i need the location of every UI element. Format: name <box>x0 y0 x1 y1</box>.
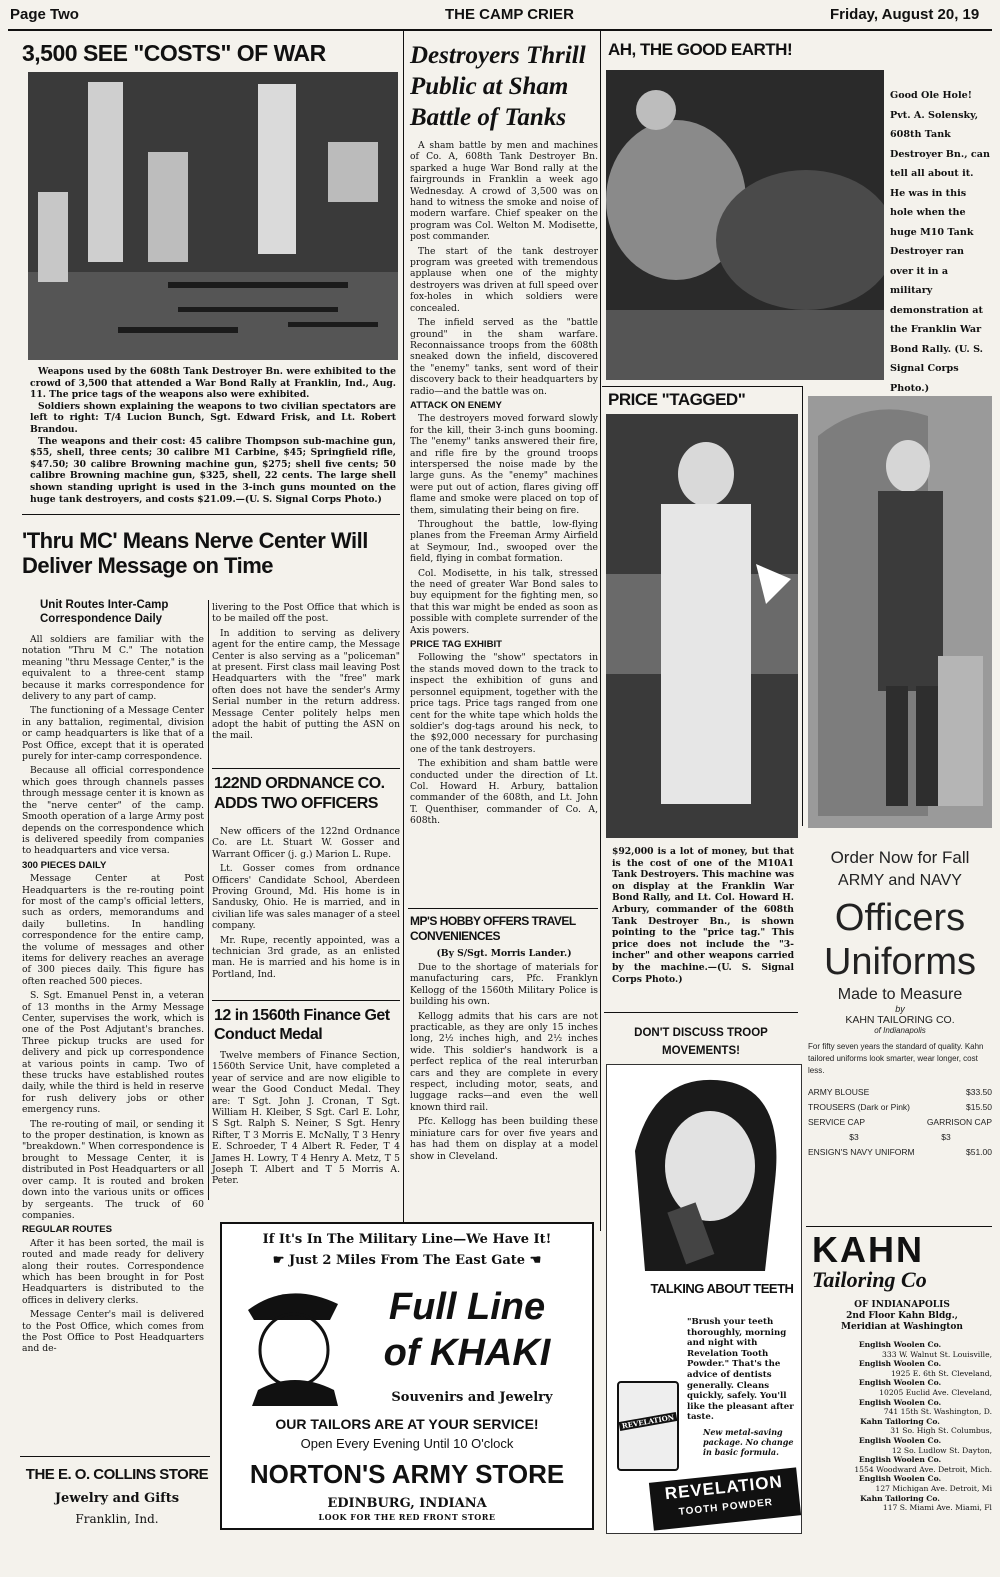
store-entry: Kahn Tailoring Co. 117 S. Miami Ave. Miami, Fl <box>860 1493 992 1513</box>
store-entry: English Woolen Co. 1925 E. 6th St. Cleveland, <box>858 1359 992 1378</box>
good-earth-headline: AH, THE GOOD EARTH! <box>608 40 793 59</box>
kahn-logo-script: Tailoring Co <box>812 1267 927 1292</box>
collins-city: Franklin, Ind. <box>75 1512 159 1526</box>
kahn-line-2: ARMY and NAVY <box>838 872 962 889</box>
costs-headline: 3,500 SEE "COSTS" OF WAR <box>22 40 326 66</box>
section-rule <box>20 1456 210 1457</box>
column-rule <box>208 600 209 1200</box>
price-tagged-headline: PRICE "TAGGED" <box>608 390 746 409</box>
article-paragraph: In addition to serving as delivery agent for the entire camp, the Message Center is also serving as a "policeman" at present. First class mail leaving Post Headquarters with the "free" mark often does not have the sender's Army Serial number in the return address. Message Center politely helps men adopt the habit of putting the ASN on the mail. <box>212 627 400 742</box>
kahn-blurb: For fifty seven years the standard of quality. Kahn tailored uniforms look smarter, wear longer, cost less. <box>808 1042 984 1075</box>
nortons-souvenirs: Souvenirs and Jewelry <box>391 1390 553 1405</box>
kahn-store-list <box>808 1340 992 1513</box>
nortons-ad <box>220 1222 594 1530</box>
woman-portrait <box>615 1071 795 1271</box>
nortons-look: LOOK FOR THE RED FRONT STORE <box>318 1512 496 1522</box>
paper-name: THE CAMP CRIER <box>445 6 574 23</box>
store-entry: Kahn Tailoring Co. 31 So. High St. Columbus, <box>860 1416 992 1436</box>
column-rule <box>802 386 803 826</box>
article-paragraph: Pfc. Kellogg has been building these miniature cars for over five years and has had them on display at a model show in Cleveland. <box>410 1116 598 1162</box>
article-paragraph: Col. Modisette, in his talk, stressed the need of greater War Bond sales to buy equipment for the fighting men, so that this war might be ended as soon as possible with complete surrender of the Axis powers. <box>410 567 598 636</box>
article-paragraph: A sham battle by men and machines of Co. A, 608th Tank Destroyer Bn. sparked a huge War Bond rally at the fairgrounds in Franklin a week ago Wednesday. A crowd of 3,500 was on hand to witness the smoke and noise of modern warfare. Chief speaker on the program was Col. Welton M. Modisette, post commander. <box>410 140 598 243</box>
article-paragraph: S. Sgt. Emanuel Penst in, a veteran of 13 months in the Army Message Center, supervises the work, which is one of the Post Adjutant's branches. Three pickup trucks are used for delivery and pick up correspondence at various points in camp. Two of these trucks have established routes daily, while the third is held in reserve for rush delivery jobs or other emergency runs. <box>22 990 204 1116</box>
troop-notice: DON'T DISCUSS TROOP MOVEMENTS! <box>634 1027 768 1057</box>
column-rule <box>403 31 404 1231</box>
section-rule <box>212 1000 400 1001</box>
revelation-tag: New metal-saving package. No change in basic formula. <box>703 1427 794 1457</box>
kahn-footer-2: 2nd Floor Kahn Bldg., <box>846 1311 958 1321</box>
article-paragraph: Lt. Gosser comes from ordnance Officers' Candidate School, Aberdeen Proving Ground, Md. His home is in Sandusky, Ohio. He is married, and in civilian life was sales manager of a steel company. <box>212 863 400 932</box>
good-earth-caption: Good Ole Hole! Pvt. A. Solensky, 608th Tank Destroyer Bn., can tell all about it. He was in this hole when the huge M10 Tank Destroyer ran over it in a military demonstration at the Franklin War Bond Rally. (U. S. Signal Corps Photo.) <box>890 90 990 394</box>
article-paragraph: Throughout the battle, low-flying planes from the Freeman Army Airfield at Seymour, Ind., swooped over the field, flying in combat formation. <box>410 519 598 565</box>
finance-headline: 12 in 1560th Finance Get Conduct Medal <box>214 1007 390 1043</box>
soldier-illustration <box>238 1280 346 1406</box>
mp-hobby-byline: (By S/Sgt. Morris Lander.) <box>436 948 572 959</box>
article-paragraph: After it has been sorted, the mail is routed and made ready for delivery along their routes. Correspondence which has been brought in for Post Headquarters is distributed to the offices in delivery clerks. <box>22 1237 204 1306</box>
article-paragraph: New officers of the 122nd Ordnance Co. are Lt. Stuart W. Gosser and Warrant Officer (j. g.) Marion L. Rupe. <box>212 826 400 860</box>
ordnance-article <box>212 826 400 983</box>
section-rule <box>602 386 802 387</box>
officer-photo <box>808 396 992 828</box>
article-paragraph: The destroyers moved forward slowly for the kill, their 3-inch guns booming. The "enemy" tanks answered their fire, and rifle fire by the ground troops interspersed the noise made by the large guns. As the "enemy" machines were put out of action, flares giving off flame and smoke were placed on top of them, simulating their being on fire. <box>410 413 598 516</box>
thru-mc-deck: Unit Routes Inter-Camp Correspondence Daily <box>40 599 169 625</box>
nortons-big-2: of KHAKI <box>383 1332 551 1374</box>
thru-mc-headline: 'Thru MC' Means Nerve Center Will Deliver Message on Time <box>22 528 368 578</box>
column-rule <box>600 31 601 1231</box>
nortons-city: EDINBURG, INDIANA <box>327 1496 487 1511</box>
section-rule <box>22 514 400 515</box>
price-row: ENSIGN'S NAVY UNIFORM $51.00 <box>808 1147 992 1157</box>
article-paragraph: The start of the tank destroyer program was greeted with tremendous applause when one of the mighty destroyers was driven at full speed over fox-holes in which soldiers were concealed. <box>410 245 598 314</box>
nortons-store: NORTON'S ARMY STORE <box>249 1459 565 1489</box>
revelation-banner <box>649 1467 801 1530</box>
nortons-hours: Open Every Evening Until 10 O'clock <box>300 1436 514 1451</box>
article-paragraph: The exhibition and sham battle were conducted under the direction of Lt. Col. Howard H. Arbury, battalion commander of the 608th, and Lt. John T. Quenthiser, commander of Co. A, 608th. <box>410 758 598 827</box>
kahn-line-4: Uniforms <box>823 941 977 983</box>
price-tag-photo <box>606 414 798 838</box>
store-entry: English Woolen Co. 333 W. Walnut St. Louisville, <box>858 1340 992 1359</box>
masthead-rule <box>8 29 992 31</box>
revelation-brand: REVELATION <box>663 1471 784 1504</box>
article-paragraph: Kellogg admits that his cars are not practicable, as they are only 15 inches long, 2½ inches high, and 2½ inches wide. This soldier's handwork is a perfect replica of the real interurban cars and they are complete in every respect, including motor, seats, and luggage racks—and even the well known third rail. <box>410 1010 598 1113</box>
store-entry: English Woolen Co. 127 Michigan Ave. Detroit, Mi <box>858 1474 992 1493</box>
kahn-footer-1: OF INDIANAPOLIS <box>854 1300 950 1310</box>
nortons-distance: ☛ Just 2 Miles From The East Gate ☚ <box>272 1253 542 1268</box>
page-number: Page Two <box>10 6 79 23</box>
section-rule <box>212 768 400 769</box>
costs-caption-2: Soldiers shown explaining the weapons to two civilian spectators are left to right: T/4 Lucion Bunch, Sgt. Edward Frisk, and Lt. Robert Brandou. <box>30 400 396 435</box>
article-paragraph: The infield served as the "battle ground" in the sham warfare. Reconnaissance troops from the 608th sneaked down the infield, discovered the "enemy" tanks, sent word of their discovery back to their headquarters by radio—and the battle was on. <box>410 317 598 397</box>
article-paragraph: Twelve members of Finance Section, 1560th Service Unit, have completed a year of service and are now eligible to wear the Good Conduct Medal. They are: T Sgt. John J. Cronan, T Sgt. William H. Kleiber, S Sgt. Carl E. Lohr, S Sgt. Ralph S. Neiner, S Sgt. Henry Rifter, T 3 Morris E. McNally, T 3 Henry E. Schroeder, T 4 Albert R. Feder, T 4 James H. Lowry, T 4 Henry A. Metz, T 5 Joseph T. Albert and T 5 Morris A. Peter. <box>212 1050 400 1187</box>
kahn-logo <box>812 1229 992 1292</box>
kahn-by: by <box>895 1004 905 1014</box>
article-paragraph: The functioning of a Message Center in any battalion, regimental, division or camp headquarters is like that of a Post Office, except that it is operated purely for inter-camp correspondence. <box>22 705 204 763</box>
thru-mc-column-2 <box>212 602 400 745</box>
pointing-hand-icon: ☛ <box>272 1253 285 1268</box>
nortons-tailors: OUR TAILORS ARE AT YOUR SERVICE! <box>275 1416 539 1432</box>
section-rule <box>408 908 598 909</box>
weapons-photo <box>28 72 398 360</box>
kahn-of: of Indianapolis <box>874 1026 926 1035</box>
price-row: ARMY BLOUSE $33.50 <box>808 1087 992 1097</box>
revelation-product: TOOTH POWDER <box>678 1497 774 1518</box>
ordnance-headline: 122ND ORDNANCE CO. ADDS TWO OFFICERS <box>214 775 385 812</box>
article-paragraph: Message Center at Post Headquarters is the re-routing point for most of the camp's official letters, such as orders, memorandums and daily bulletins. In handling correspondence for the entire camp, the volume of messages and other items for delivery reaches an average of 300 pieces daily. This figure has often reached 500 pieces. <box>22 873 204 987</box>
masthead <box>10 6 990 28</box>
mp-hobby-article <box>410 962 598 1165</box>
collins-name: THE E. O. COLLINS STORE <box>25 1466 209 1483</box>
tin-label: REVELATION <box>619 1412 678 1431</box>
kahn-line-1: Order Now for Fall <box>830 848 970 867</box>
kahn-company: KAHN TAILORING CO. <box>845 1014 955 1026</box>
kahn-line-3: Officers <box>834 897 966 939</box>
article-paragraph: livering to the Post Office that which is to be mailed off the post. <box>212 602 400 625</box>
kahn-price-list <box>808 1085 992 1160</box>
pointing-hand-icon: ☚ <box>529 1253 542 1268</box>
nortons-big-1: Full Line <box>388 1286 546 1328</box>
mp-hobby-headline: MP'S HOBBY OFFERS TRAVEL CONVENIENCES <box>410 914 576 943</box>
collins-line: Jewelry and Gifts <box>54 1491 180 1506</box>
store-entry: English Woolen Co. 741 15th St. Washington, D. <box>858 1397 992 1417</box>
article-paragraph: Following the "show" spectators in the stands moved down to the track to inspect the exhibition of guns and personnel equipment, together with the price tags. Price tags ranged from one cent for the white tape which holds the soldier's dog-tags around his neck, to the $92,000 necessary for purchasing one of the tank destroyers. <box>410 652 598 755</box>
destroyers-headline: Destroyers Thrill Public at Sham Battle of Tanks <box>410 42 586 131</box>
section-rule <box>604 1012 798 1013</box>
issue-date: Friday, August 20, 19 <box>830 6 980 23</box>
store-entry: English Woolen Co. 1554 Woodward Ave. Detroit, Mich. <box>854 1455 992 1474</box>
revelation-ad <box>606 1064 802 1534</box>
thru-mc-column-1 <box>22 634 204 1358</box>
finance-article <box>212 1050 400 1190</box>
price-row: $3 $3 <box>849 1132 951 1142</box>
subhead: 300 PIECES DAILY <box>22 859 107 871</box>
article-paragraph: Message Center's mail is delivered to the Post Office, which comes from the Post Office to Post Headquarters and de- <box>22 1309 204 1355</box>
subhead: REGULAR ROUTES <box>22 1224 113 1236</box>
costs-caption-1: Weapons used by the 608th Tank Destroyer Bn. were exhibited to the crowd of 3,500 that attended a War Bond Rally at Franklin, Ind., Aug. 11. The price tags of the weapons also were exhibited. <box>30 366 396 401</box>
article-paragraph: Mr. Rupe, recently appointed, was a technician 3rd grade, as an enlisted man. He is married and his home is in Portland, Ind. <box>212 934 400 980</box>
nortons-top: If It's In The Military Line—We Have It! <box>262 1232 552 1247</box>
costs-caption <box>30 366 396 505</box>
section-rule <box>806 1226 992 1227</box>
costs-caption-3: The weapons and their cost: 45 calibre Thompson sub-machine gun, $55, shell, three cents; 30 calibre M1 Carbine, $45; Springfield rifle, $47.50; 30 calibre Browning machine gun, $275; shell five cents; 50 calibre Browning machine gun, $325, shell, 22 cents. The large shell shown standing upright is used in the 3-inch guns mounted on the huge tank destroyers, and costs $21.09.—(U. S. Signal Corps Photo.) <box>30 435 396 505</box>
article-paragraph: Due to the shortage of materials for manufacturing cars, Pfc. Franklyn Kellogg of the 1560th Military Police is building his own. <box>410 962 598 1008</box>
store-entry: English Woolen Co. 12 So. Ludlow St. Dayton, <box>858 1435 992 1455</box>
price-tagged-caption: $92,000 is a lot of money, but that is the cost of one of the M10A1 Tank Destroyers. This machine was on display at the Franklin War Bond Rally, and Lt. Col. Howard H. Arbury, commander of the 608th Tank Destroyer Bn., is shown pointing to the "price tag." This price does not include the "3-incher" and other weapons carried by the machine.—(U. S. Signal Corps Photo.) <box>612 846 794 985</box>
price-row: SERVICE CAP GARRISON CAP <box>808 1117 992 1127</box>
foxhole-photo <box>606 70 884 380</box>
kahn-footer-3: Meridian at Washington <box>841 1322 963 1332</box>
kahn-ad <box>808 848 992 1160</box>
tooth-powder-tin <box>617 1381 679 1471</box>
subhead: PRICE TAG EXHIBIT <box>410 639 503 651</box>
kahn-footer <box>812 1300 992 1333</box>
article-paragraph: Because all official correspondence which goes through channels passes through message center it is known as the "nerve center" of the camp. Smooth operation of a large Army post depends on the correspondence which is delivered speedily from companies to headquarters and vice versa. <box>22 765 204 857</box>
price-row: TROUSERS (Dark or Pink) $15.50 <box>808 1102 992 1112</box>
destroyers-article <box>410 140 598 830</box>
store-entry: English Woolen Co. 10205 Euclid Ave. Cleveland, <box>858 1378 992 1397</box>
article-paragraph: All soldiers are familiar with the notation "Thru M C." The notation meaning "thru Message Center," is the equivalent to a three-cent stamp because it marks correspondence for delivery to any part of camp. <box>22 634 204 703</box>
revelation-title: TALKING ABOUT TEETH <box>650 1281 794 1296</box>
article-paragraph: The re-routing of mail, or sending it to the proper destination, is known as "breakdown." When correspondence is brought to Message Center, it is distributed in Post Headquarters or all over camp. It is routed and broken down into the various units or offices by sergeants. The truck of 60 companies. <box>22 1118 204 1221</box>
collins-ad <box>20 1466 214 1526</box>
revelation-copy: "Brush your teeth thoroughly, morning and night with Revelation Tooth Powder." That's the advice of dentists generally. Cleans quickly, safely. You'll like the pleasant after taste. <box>687 1317 794 1423</box>
kahn-logo-word: KAHN <box>812 1229 924 1270</box>
subhead: ATTACK ON ENEMY <box>410 399 502 411</box>
kahn-line-5: Made to Measure <box>837 986 963 1003</box>
